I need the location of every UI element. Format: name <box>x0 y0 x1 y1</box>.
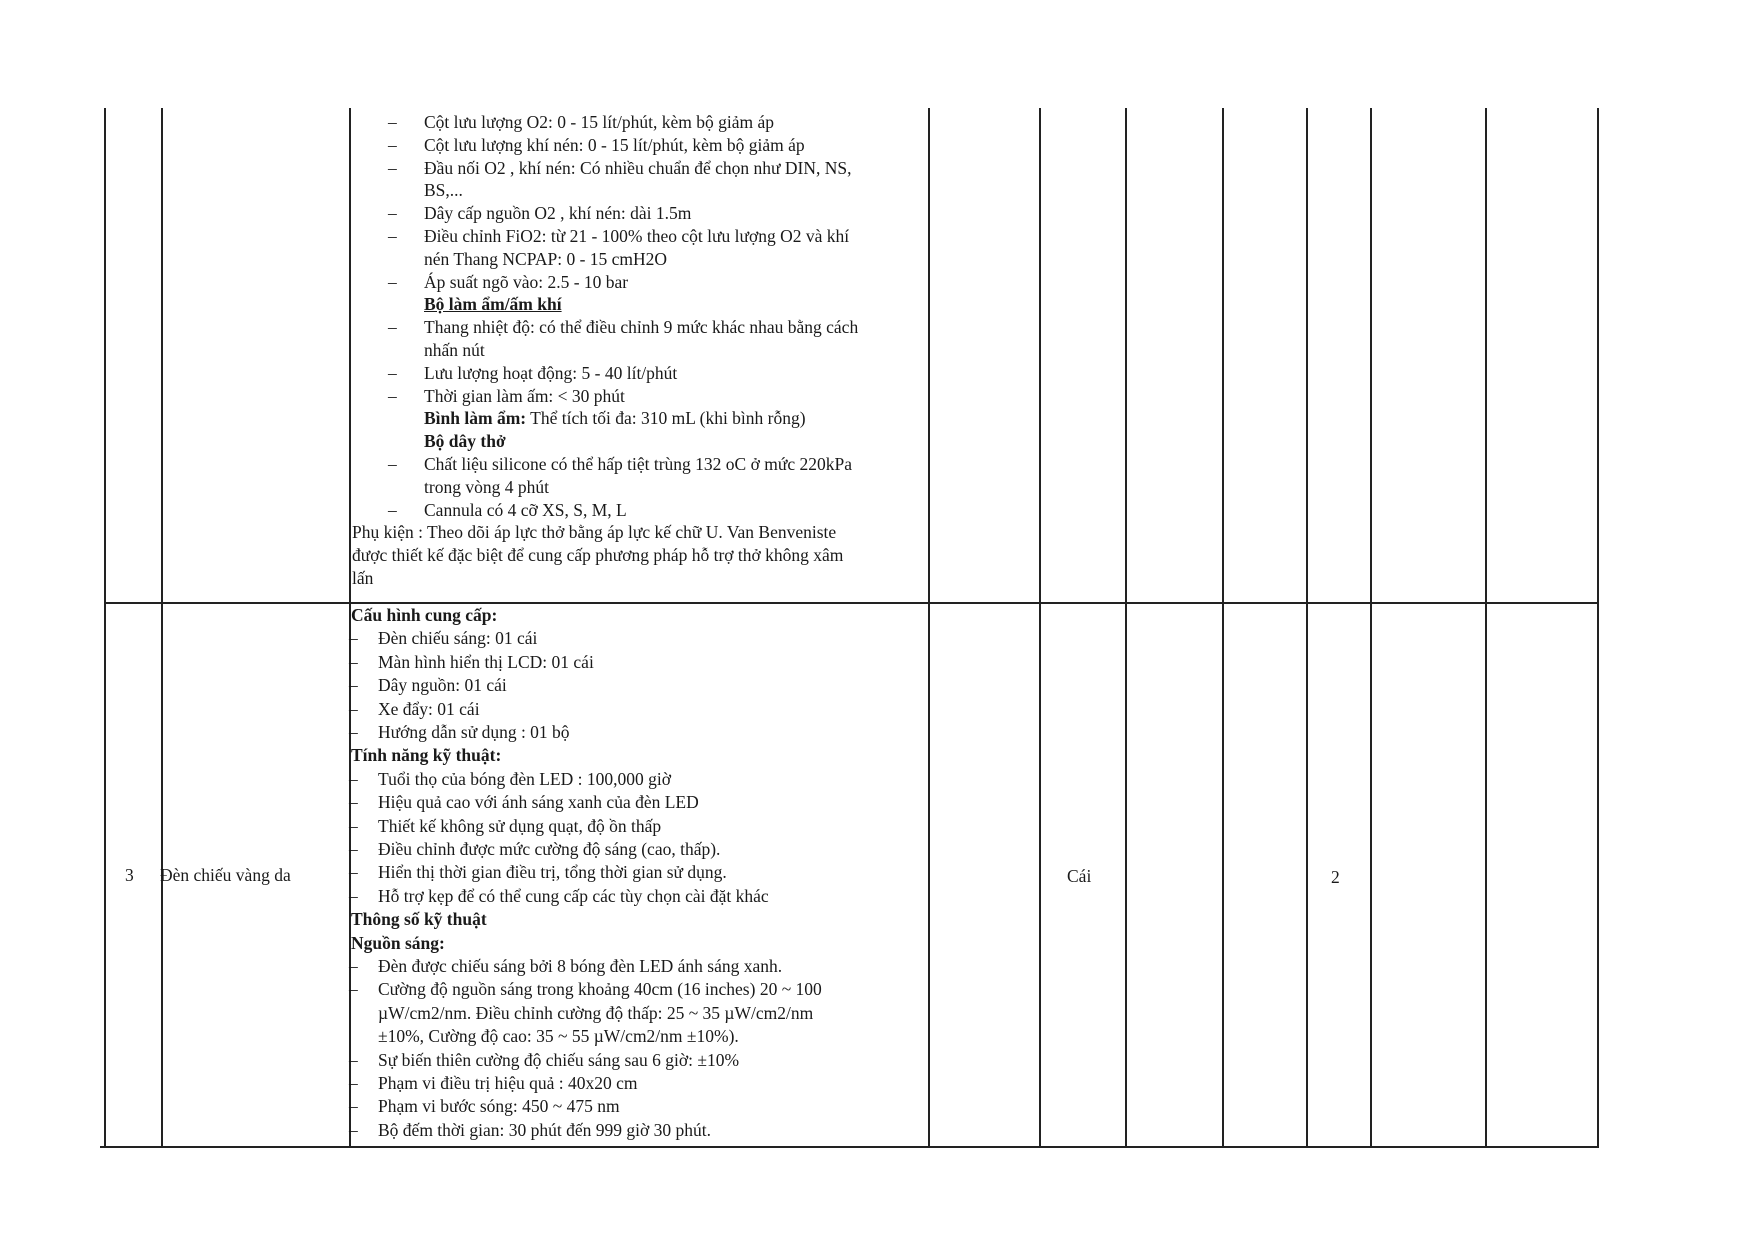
dash-bullet: – <box>349 628 358 649</box>
spec-text: Dây cấp nguồn O2 , khí nén: dài 1.5m <box>424 203 692 224</box>
spec-text-line <box>424 407 806 429</box>
spec-text: Thời gian làm ấm: < 30 phút <box>424 385 625 406</box>
table-border-bottom <box>100 1146 1599 1148</box>
spec-text: Bộ dây thở <box>424 431 506 452</box>
table-column-divider <box>1485 108 1487 1148</box>
dash-bullet: – <box>349 651 358 672</box>
row-2-stt: 3 <box>125 865 134 885</box>
spec-text: Đầu nối O2 , khí nén: Có nhiều chuẩn để chọn như DIN, NS, <box>424 157 852 178</box>
dash-bullet: – <box>388 134 397 155</box>
spec-text: Bộ làm ẩm/ấm khí <box>424 294 562 315</box>
dash-bullet: – <box>388 362 397 383</box>
dash-bullet: – <box>388 226 397 246</box>
spec-text: Điều chỉnh được mức cường độ sáng (cao, thấp). <box>378 839 721 859</box>
dash-bullet: – <box>349 698 358 719</box>
spec-text-line <box>351 744 501 766</box>
spec-bullet-line <box>349 838 720 860</box>
spec-bullet-line <box>349 627 537 649</box>
spec-bullet-line <box>349 955 782 977</box>
dash-bullet: – <box>388 157 397 178</box>
spec-text-line <box>352 521 836 543</box>
spec-bullet-line <box>349 1095 620 1117</box>
spec-bullet-line <box>388 202 691 224</box>
spec-bullet-line <box>349 721 570 743</box>
table-column-divider <box>1222 108 1224 1148</box>
spec-bullet-line <box>349 815 661 837</box>
spec-text: Cấu hình cung cấp: <box>351 605 498 625</box>
dash-bullet: – <box>388 385 397 406</box>
spec-bullet-line <box>388 453 852 475</box>
spec-text: Cột lưu lượng O2: 0 - 15 lít/phút, kèm bộ giảm áp <box>424 112 775 132</box>
spec-text: Đèn được chiếu sáng bởi 8 bóng đèn LED ánh sáng xanh. <box>378 956 783 976</box>
row-2-unit: Cái <box>1067 866 1092 886</box>
dash-bullet: – <box>349 979 358 1000</box>
spec-text: Phạm vi bước sóng: 450 ~ 475 nm <box>378 1096 620 1117</box>
spec-text: lấn <box>352 568 374 588</box>
spec-bullet-line <box>349 885 769 907</box>
table-border-right <box>1597 108 1599 1148</box>
spec-bullet-line <box>388 134 805 156</box>
spec-text: nén Thang NCPAP: 0 - 15 cmH2O <box>424 248 668 269</box>
spec-text: Nguồn sáng: <box>351 932 445 953</box>
spec-text: Thể tích tối đa: 310 mL (khi bình rỗng) <box>526 408 806 429</box>
spec-text: Bộ đếm thời gian: 30 phút đến 999 giờ 30 phút. <box>378 1119 712 1140</box>
dash-bullet: – <box>349 1049 358 1070</box>
dash-bullet: – <box>349 862 358 883</box>
spec-text: Dây nguồn: 01 cái <box>378 675 507 696</box>
row-2-quantity: 2 <box>1331 867 1340 887</box>
spec-bullet-line <box>349 768 671 790</box>
spec-text: Hiệu quả cao với ánh sáng xanh của đèn LED <box>378 792 699 813</box>
spec-text-line <box>424 339 485 361</box>
spec-bullet-line <box>388 362 677 384</box>
spec-text: Áp suất ngõ vào: 2.5 - 10 bar <box>424 271 629 292</box>
spec-text-line <box>424 430 506 452</box>
spec-text: µW/cm2/nm. Điều chỉnh cường độ thấp: 25 ~ 35 µW/cm2/nm <box>378 1002 814 1023</box>
dash-bullet: – <box>388 499 397 520</box>
table-column-divider <box>1370 108 1372 1148</box>
dash-bullet: – <box>349 1073 358 1093</box>
spec-bullet-line <box>349 1049 739 1071</box>
spec-text: Xe đẩy: 01 cái <box>378 698 480 719</box>
spec-bullet-line <box>388 111 774 133</box>
spec-text: Cột lưu lượng khí nén: 0 - 15 lít/phút, kèm bộ giảm áp <box>424 134 805 155</box>
spec-text: Tính năng kỹ thuật: <box>351 745 502 766</box>
spec-text-line <box>424 179 463 201</box>
dash-bullet: – <box>388 203 397 224</box>
spec-text-line <box>352 544 843 566</box>
spec-text: Phạm vi điều trị hiệu quả : 40x20 cm <box>378 1073 638 1093</box>
spec-bullet-line <box>349 674 507 696</box>
spec-bullet-line <box>388 225 849 247</box>
table-border-left <box>104 108 106 1148</box>
spec-bullet-line <box>349 791 699 813</box>
table-column-divider <box>1039 108 1041 1148</box>
spec-text: Thông số kỹ thuật <box>351 909 487 930</box>
spec-text: Sự biến thiên cường độ chiếu sáng sau 6 giờ: ±10% <box>378 1049 740 1070</box>
spec-text-line <box>424 476 549 498</box>
spec-text: Cường độ nguồn sáng trong khoảng 40cm (16 inches) 20 ~ 100 <box>378 979 822 1000</box>
table-column-divider <box>1306 108 1308 1148</box>
dash-bullet: – <box>349 956 358 976</box>
spec-bullet-line <box>388 499 627 521</box>
spec-text: ±10%, Cường độ cao: 35 ~ 55 µW/cm2/nm ±10%). <box>378 1026 739 1047</box>
dash-bullet: – <box>349 768 358 789</box>
spec-text: Điều chỉnh FiO2: từ 21 - 100% theo cột lưu lượng O2 và khí <box>424 226 850 246</box>
spec-text: Phụ kiện : Theo dõi áp lực thở bằng áp lực kế chữ U. Van Benveniste <box>352 522 837 543</box>
spec-text-line <box>424 293 562 315</box>
spec-text: Hỗ trợ kẹp để có thể cung cấp các tùy chọn cài đặt khác <box>378 885 769 906</box>
spec-bullet-line <box>388 385 625 407</box>
dash-bullet: – <box>349 815 358 836</box>
dash-bullet: – <box>349 675 358 696</box>
dash-bullet: – <box>388 317 397 338</box>
spec-text-line <box>424 248 667 270</box>
spec-text-line <box>351 604 497 626</box>
dash-bullet: – <box>388 271 397 292</box>
table-column-divider <box>928 108 930 1148</box>
spec-text: Tuổi thọ của bóng đèn LED : 100,000 giờ <box>378 768 671 789</box>
spec-text-line <box>378 1025 739 1047</box>
spec-text-line <box>351 932 445 954</box>
spec-bullet-line <box>349 1119 711 1141</box>
row-divider <box>104 602 1599 604</box>
spec-text: được thiết kế đặc biệt để cung cấp phương pháp hỗ trợ thở không xâm <box>352 545 844 566</box>
spec-bullet-line <box>388 316 858 338</box>
spec-text-line <box>378 1002 813 1024</box>
spec-text: Thang nhiệt độ: có thể điều chỉnh 9 mức khác nhau bằng cách <box>424 317 859 338</box>
spec-text: Lưu lượng hoạt động: 5 - 40 lít/phút <box>424 362 678 383</box>
table-column-divider <box>161 108 163 1148</box>
spec-text: Chất liệu silicone có thể hấp tiệt trùng 132 oC ở mức 220kPa <box>424 454 852 474</box>
spec-text: BS,... <box>424 180 463 201</box>
dash-bullet: – <box>388 112 397 132</box>
dash-bullet: – <box>388 454 397 474</box>
dash-bullet: – <box>349 722 358 742</box>
spec-text: Hướng dẫn sử dụng : 01 bộ <box>378 722 570 742</box>
dash-bullet: – <box>349 885 358 906</box>
spec-bullet-line <box>349 1072 638 1094</box>
spec-text: Thiết kế không sử dụng quạt, độ ồn thấp <box>378 815 662 836</box>
spec-bullet-line <box>388 271 628 293</box>
spec-text: Màn hình hiển thị LCD: 01 cái <box>378 651 594 672</box>
spec-text: Cannula có 4 cỡ XS, S, M, L <box>424 499 627 520</box>
spec-bullet-line <box>349 861 727 883</box>
dash-bullet: – <box>349 792 358 813</box>
spec-text-line <box>351 908 487 930</box>
spec-text-line <box>352 567 373 589</box>
spec-text: trong vòng 4 phút <box>424 476 549 497</box>
dash-bullet: – <box>349 1119 358 1140</box>
spec-bullet-line <box>349 978 822 1000</box>
spec-text: Đèn chiếu sáng: 01 cái <box>378 628 538 649</box>
spec-bullet-line <box>349 698 480 720</box>
spec-bullet-line <box>349 651 594 673</box>
spec-text: nhấn nút <box>424 340 485 360</box>
dash-bullet: – <box>349 1096 358 1117</box>
dash-bullet: – <box>349 839 358 859</box>
row-2-item-name: Đèn chiếu vàng da <box>160 865 291 885</box>
spec-bold-label: Bình làm ẩm: <box>424 408 527 429</box>
spec-text: Hiển thị thời gian điều trị, tổng thời gian sử dụng. <box>378 862 727 883</box>
spec-bullet-line <box>388 157 851 179</box>
table-column-divider <box>1125 108 1127 1148</box>
